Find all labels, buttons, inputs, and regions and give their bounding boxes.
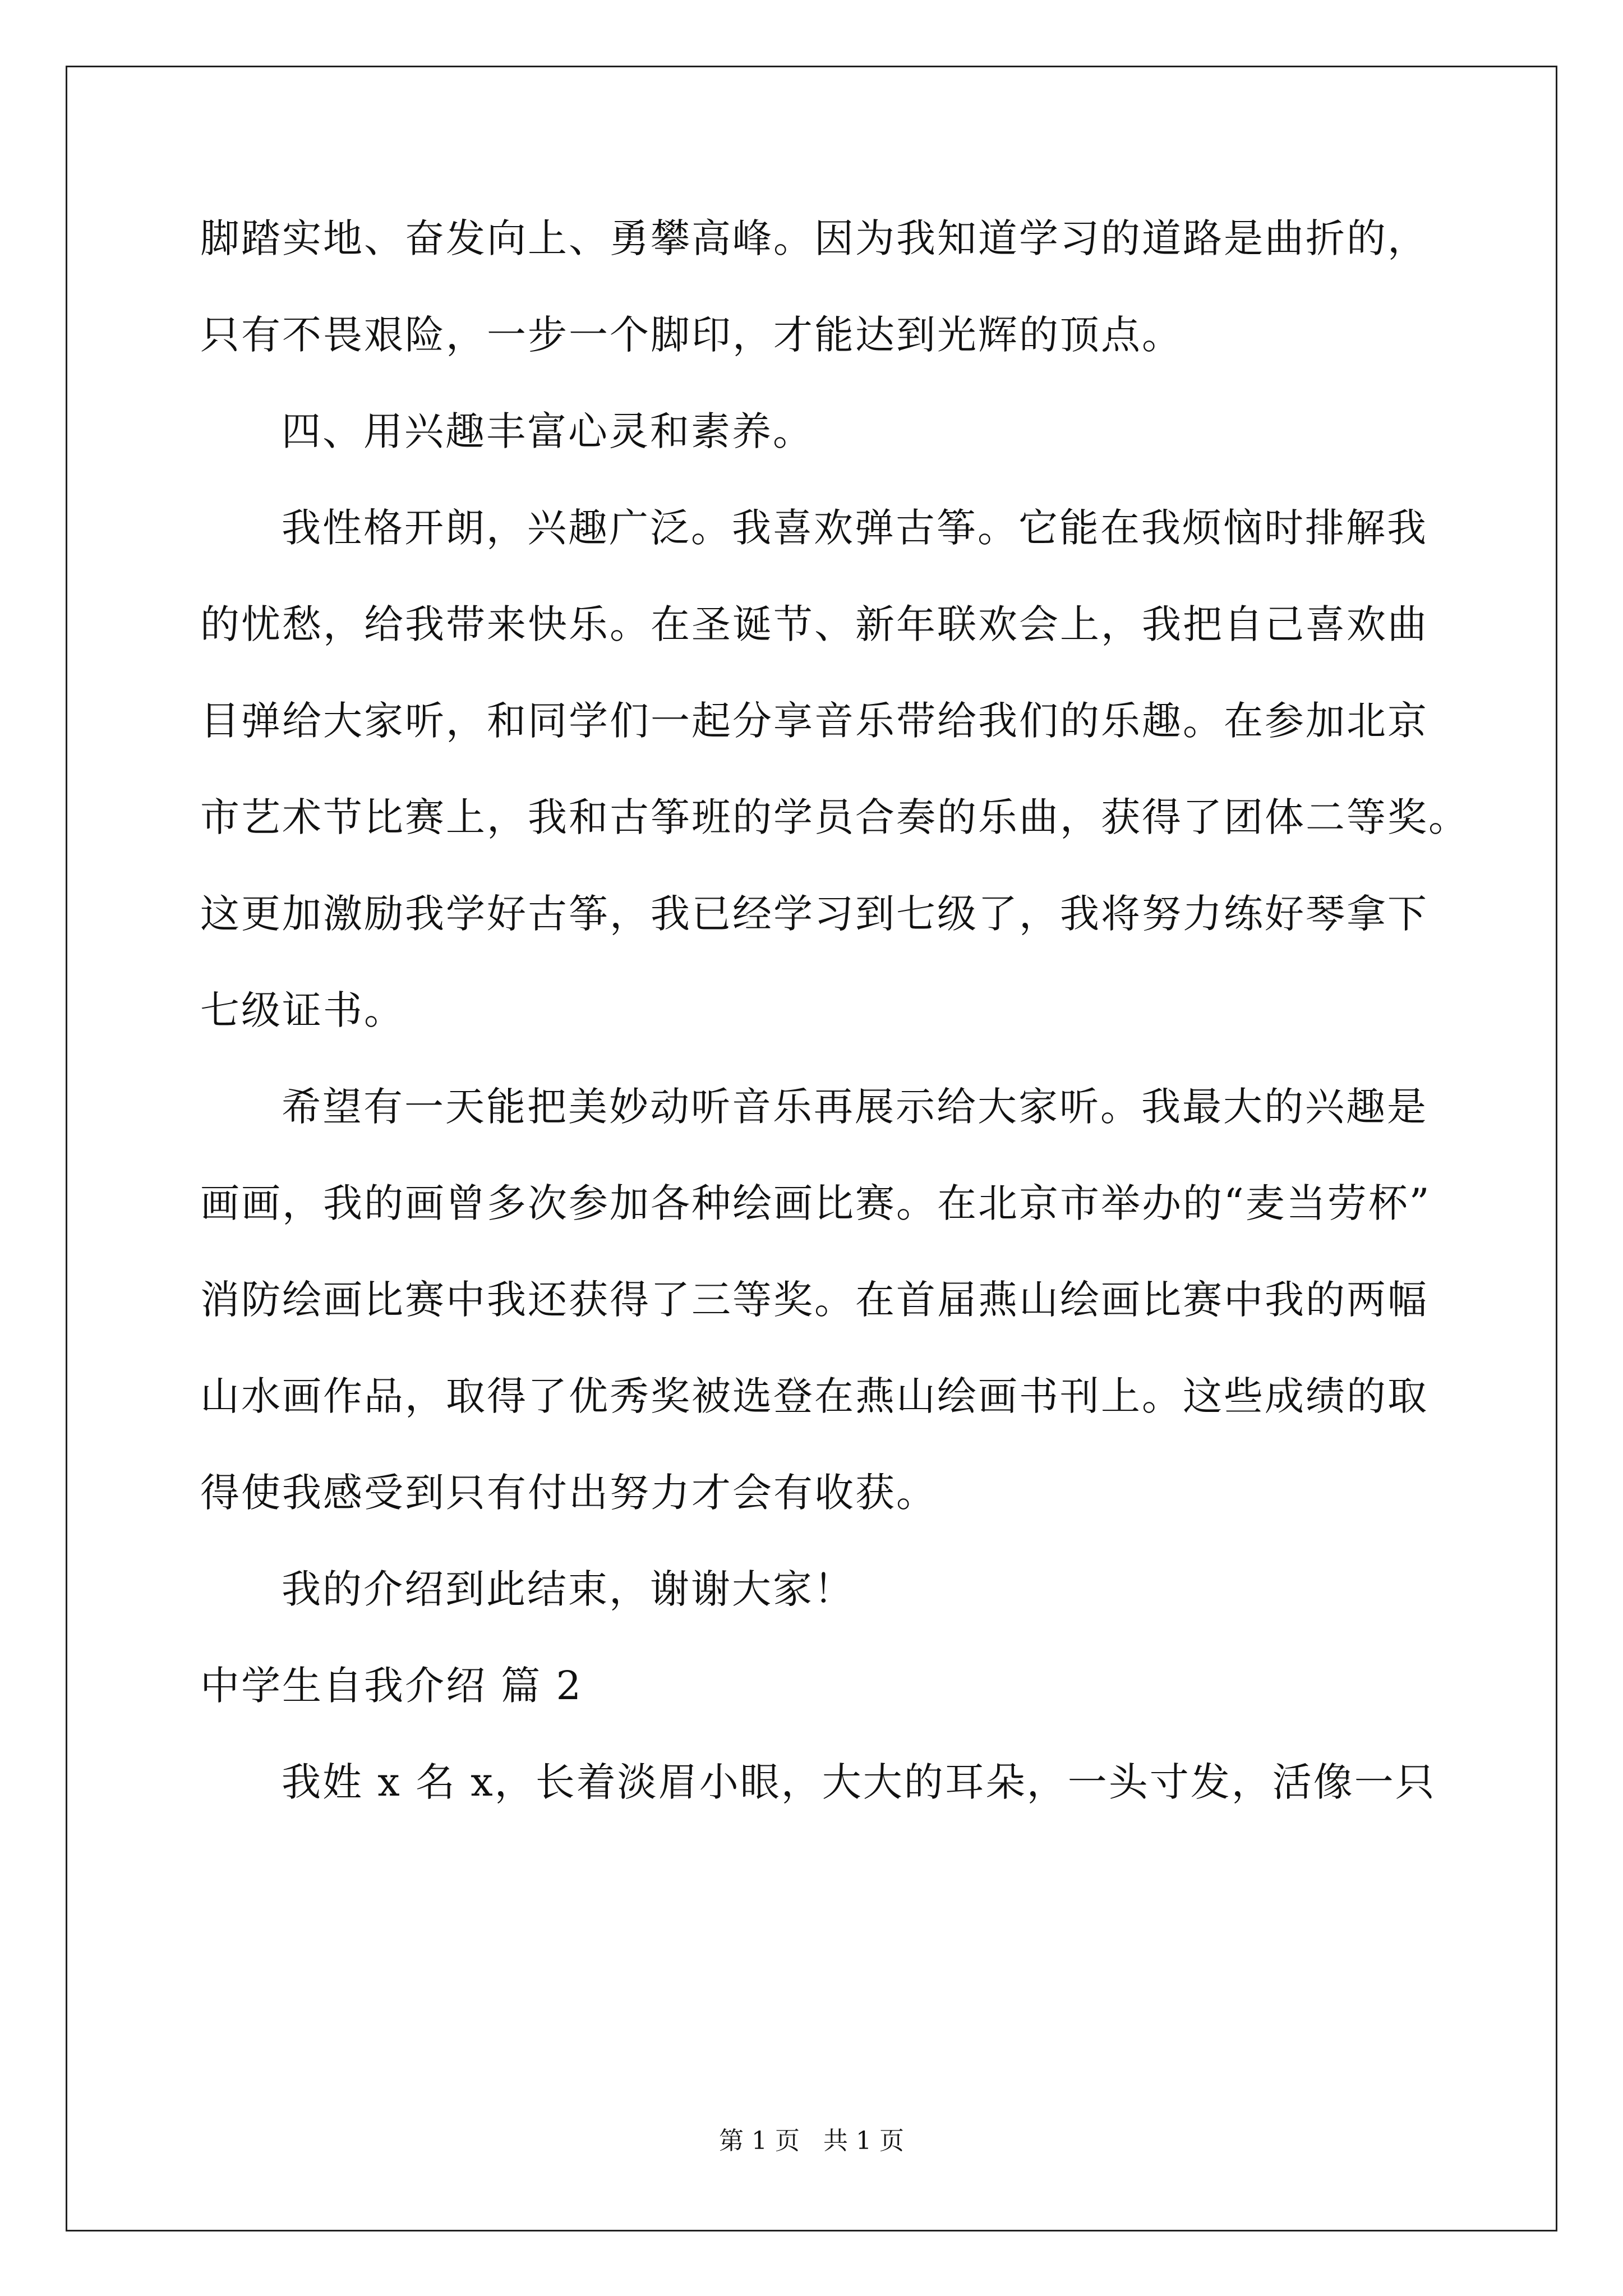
page-border bbox=[66, 66, 1557, 2231]
text-line: 目弹给大家听，和同学们一起分享音乐带给我们的乐趣。在参加北京 bbox=[200, 698, 1428, 744]
text-line: 只有不畏艰险，一步一个脚印，才能达到光辉的顶点。 bbox=[200, 312, 1183, 358]
text-line: 我的介绍到此结束，谢谢大家！ bbox=[282, 1566, 855, 1612]
text-line: 希望有一天能把美妙动听音乐再展示给大家听。我最大的兴趣是 bbox=[282, 1084, 1428, 1130]
text-line: 脚踏实地、奋发向上、勇攀高峰。因为我知道学习的道路是曲折的， bbox=[200, 215, 1428, 261]
text-line: 消防绘画比赛中我还获得了三等奖。在首届燕山绘画比赛中我的两幅 bbox=[200, 1277, 1428, 1323]
text-line: 的忧愁，给我带来快乐。在圣诞节、新年联欢会上，我把自己喜欢曲 bbox=[200, 601, 1428, 647]
text-line: 我姓 x 名 x，长着淡眉小眼，大大的耳朵，一头寸发，活像一只 bbox=[282, 1759, 1436, 1805]
page-total: 共 1 页 bbox=[823, 2127, 904, 2155]
text-line: 这更加激励我学好古筝，我已经学习到七级了，我将努力练好琴拿下 bbox=[200, 891, 1428, 937]
text-line: 我性格开朗，兴趣广泛。我喜欢弹古筝。它能在我烦恼时排解我 bbox=[282, 505, 1428, 551]
page-footer bbox=[0, 2124, 1623, 2158]
text-line: 得使我感受到只有付出努力才会有收获。 bbox=[200, 1470, 937, 1516]
text-line: 七级证书。 bbox=[200, 987, 405, 1033]
text-line: 山水画作品，取得了优秀奖被选登在燕山绘画书刊上。这些成绩的取 bbox=[200, 1373, 1428, 1419]
text-line: 画画，我的画曾多次参加各种绘画比赛。在北京市举办的“麦当劳杯” bbox=[200, 1180, 1431, 1226]
section-title: 中学生自我介绍 篇 2 bbox=[200, 1663, 583, 1709]
section-heading: 四、用兴趣丰富心灵和素养。 bbox=[282, 408, 814, 454]
page-number: 第 1 页 bbox=[719, 2127, 800, 2155]
text-line: 市艺术节比赛上，我和古筝班的学员合奏的乐曲，获得了团体二等奖。 bbox=[200, 794, 1469, 840]
